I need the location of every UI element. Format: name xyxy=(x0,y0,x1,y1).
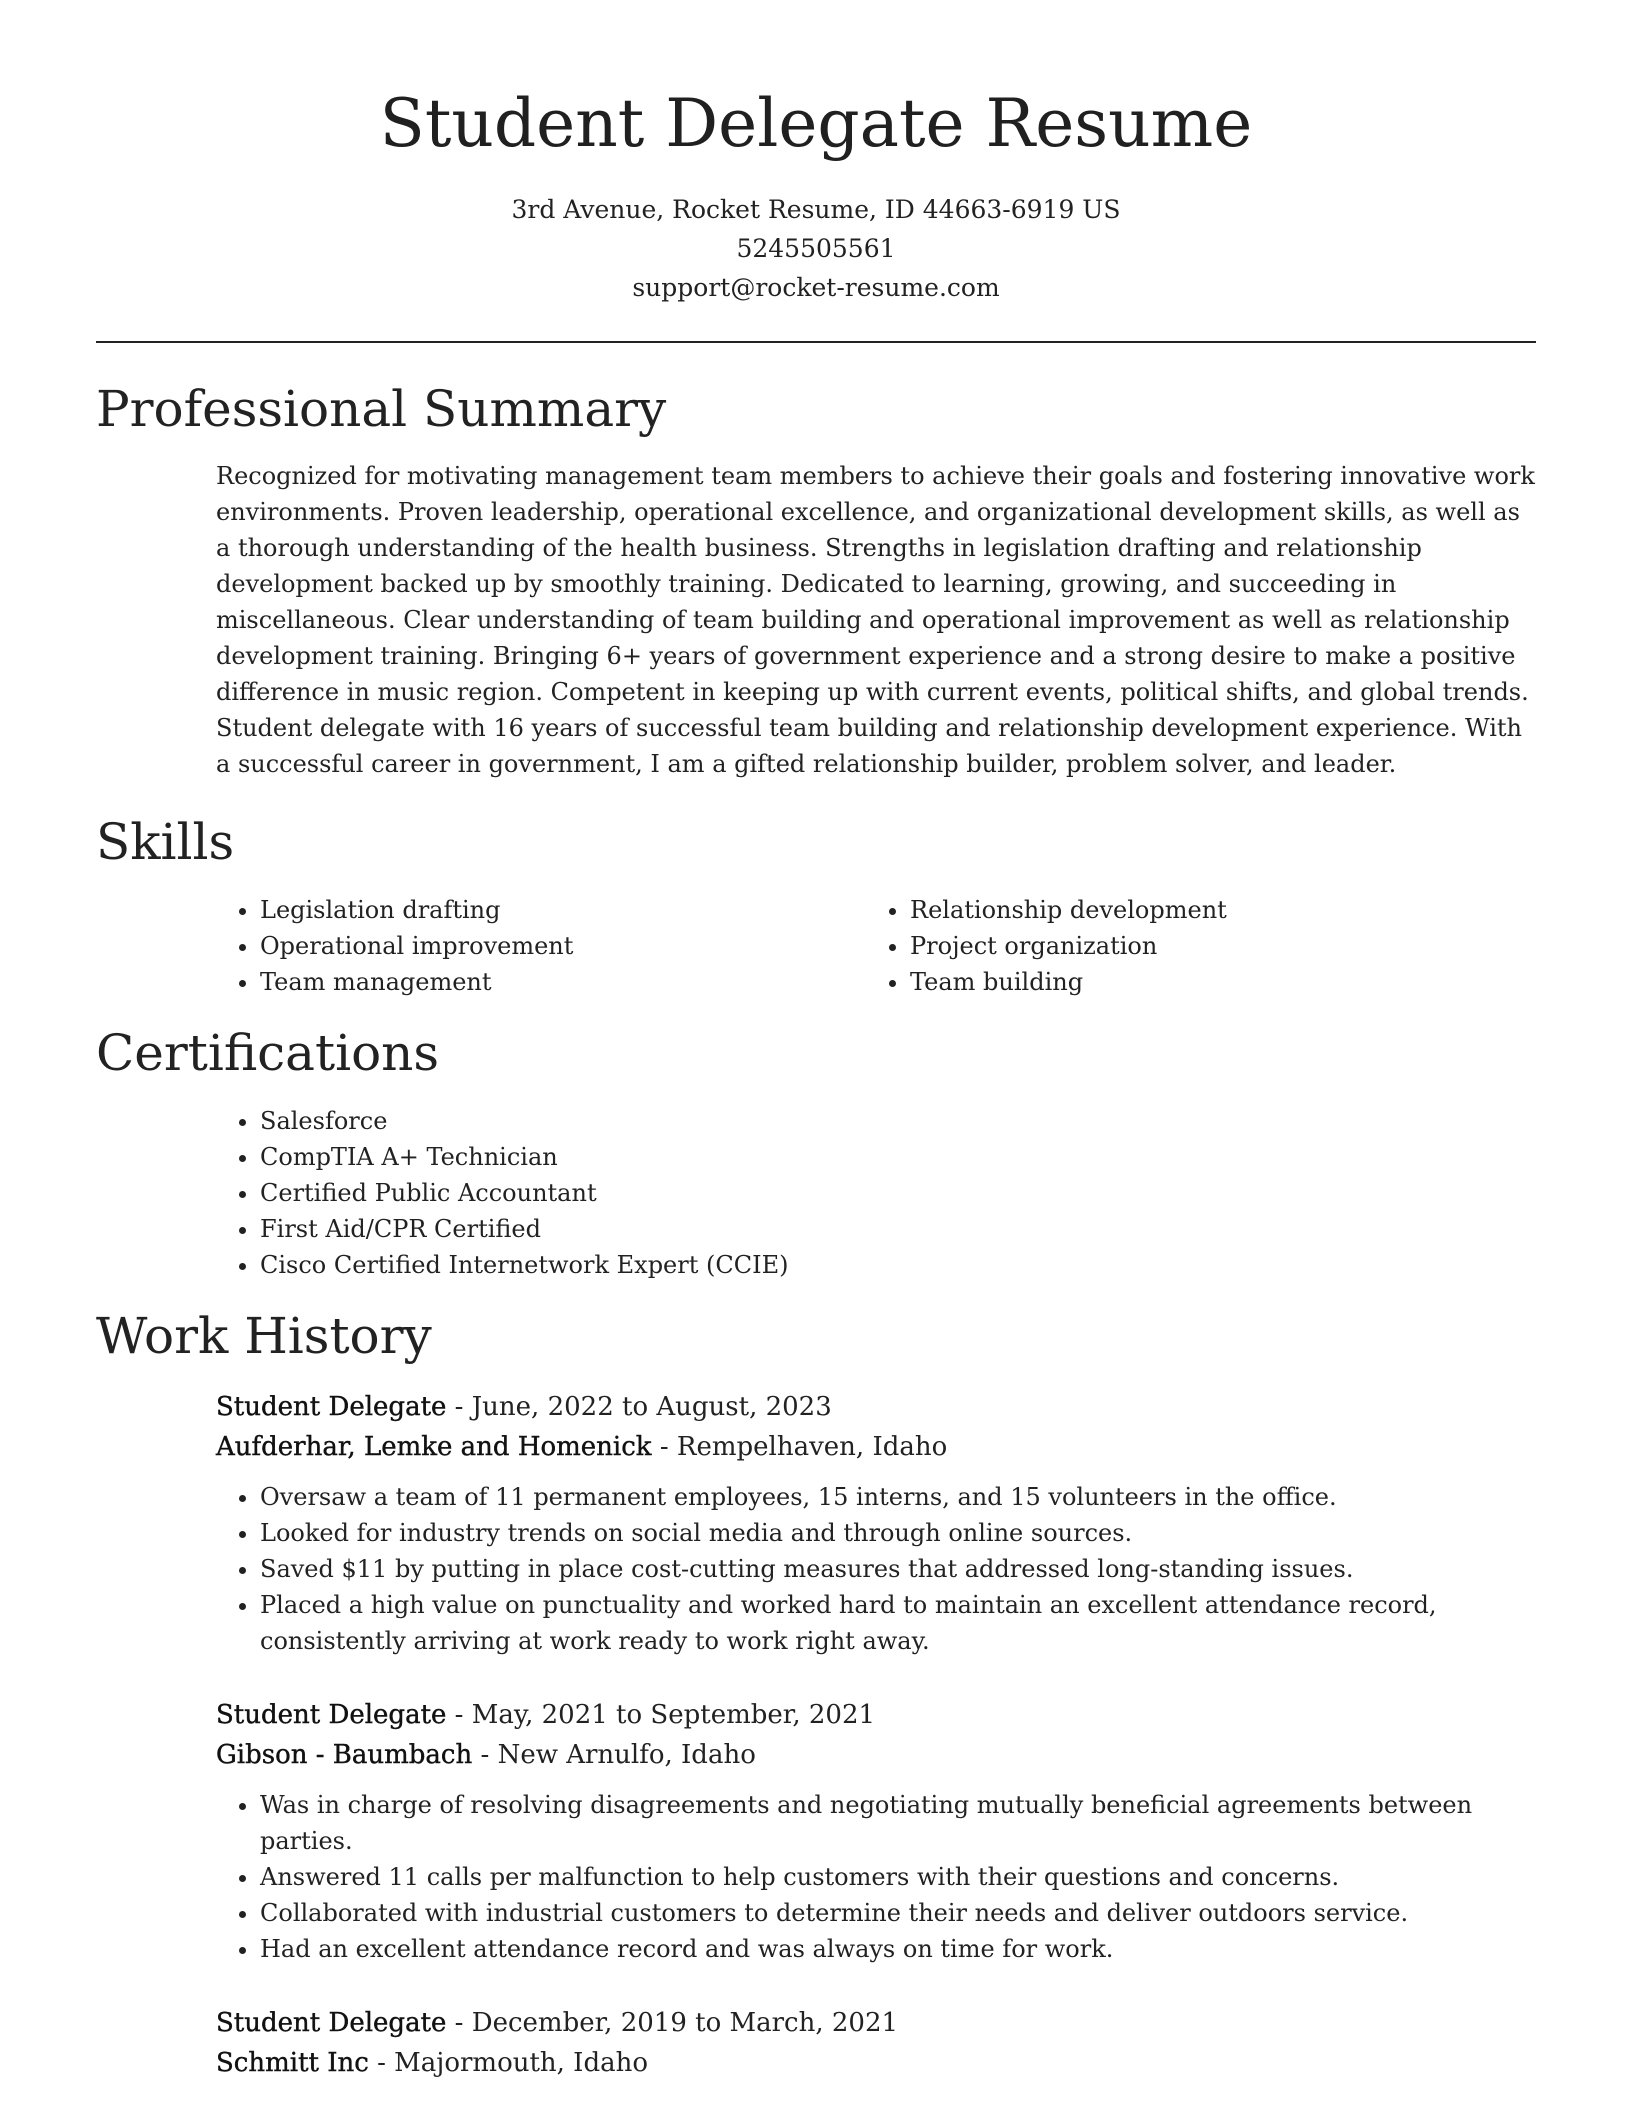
job-title: Student Delegate xyxy=(216,2008,447,2038)
job-company: Gibson - Baumbach xyxy=(216,1740,473,1770)
job-title: Student Delegate xyxy=(216,1700,447,1730)
skill-item: • Legislation drafting xyxy=(260,892,840,928)
job-dates: - December, 2019 to March, 2021 xyxy=(446,2008,899,2038)
skill-item: • Relationship development xyxy=(910,892,1510,928)
address-text: 3rd Avenue, Rocket Resume, ID 44663-6919 US xyxy=(511,195,1121,224)
job-bullet: • Placed a high value on punctuality and worked hard to maintain an excellent attendance record, consistently arriving at work ready to work right away. xyxy=(260,1587,1541,1659)
certification-item: • Certified Public Accountant xyxy=(260,1175,1460,1211)
skill-item: • Team building xyxy=(910,964,1510,1000)
job-title-line xyxy=(216,1695,1541,1735)
skill-item: • Operational improvement xyxy=(260,928,840,964)
job-dates: - June, 2022 to August, 2023 xyxy=(446,1392,832,1422)
certifications-list xyxy=(216,1103,1460,1283)
job-location: - Rempelhaven, Idaho xyxy=(651,1432,948,1462)
email-text: support@rocket-resume.com xyxy=(632,273,1000,302)
job-title-line xyxy=(216,2003,1541,2043)
skill-item: • Team management xyxy=(260,964,840,1000)
job-bullet: • Looked for industry trends on social media and through online sources. xyxy=(260,1515,1541,1551)
resume-title: Student Delegate Resume xyxy=(379,85,1253,162)
job-bullets xyxy=(216,1787,1541,1967)
certification-item: • CompTIA A+ Technician xyxy=(260,1139,1460,1175)
skill-item: • Project organization xyxy=(910,928,1510,964)
job-entry xyxy=(216,1387,1541,1659)
skills-heading: Skills xyxy=(96,813,235,871)
skills-list-left xyxy=(216,892,840,1000)
summary-text: Recognized for motivating management team members to achieve their goals and fostering innovative work environments. Proven leadership, operational excellence, and organizational development skills, as well as a thorough understanding of the health business. Strengths in legislation drafting and relationship development backed up by smoothly training. Dedicated to learning, growing, and succeeding in miscellaneous. Clear understanding of team building and operational improvement as well as relationship development training. Bringing 6+ years of government experience and a strong desire to make a positive difference in music region. Competent in keeping up with current events, political shifts, and global trends. Student delegate with 16 years of successful team building and relationship development experience. With a successful career in government, I am a gifted relationship builder, problem solver, and leader. xyxy=(216,462,1535,778)
job-bullets xyxy=(216,1479,1541,1659)
job-company-line xyxy=(216,1735,1541,1775)
skills-list-right xyxy=(866,892,1510,1000)
job-company: Schmitt Inc xyxy=(216,2048,369,2078)
header-divider xyxy=(96,341,1536,343)
certifications-heading: Certifications xyxy=(96,1024,440,1082)
job-location: - New Arnulfo, Idaho xyxy=(472,1740,756,1770)
phone-text: 5245505561 xyxy=(736,234,896,263)
job-bullet: • Collaborated with industrial customers to determine their needs and deliver outdoors service. xyxy=(260,1895,1541,1931)
job-title: Student Delegate xyxy=(216,1392,447,1422)
job-company: Aufderhar, Lemke and Homenick xyxy=(216,1432,652,1462)
job-entry xyxy=(216,2003,1541,2083)
job-company-line xyxy=(216,2043,1541,2083)
certification-item: • Salesforce xyxy=(260,1103,1460,1139)
job-bullet: • Was in charge of resolving disagreements and negotiating mutually beneficial agreements between parties. xyxy=(260,1787,1541,1859)
job-location: - Majormouth, Idaho xyxy=(368,2048,648,2078)
job-company-line xyxy=(216,1427,1541,1467)
work-history-heading: Work History xyxy=(96,1307,432,1365)
job-bullet: • Answered 11 calls per malfunction to help customers with their questions and concerns. xyxy=(260,1859,1541,1895)
contact-block xyxy=(0,190,1632,307)
certification-item: • Cisco Certified Internetwork Expert (CCIE) xyxy=(260,1247,1460,1283)
job-entry xyxy=(216,1695,1541,1967)
job-bullet: • Had an excellent attendance record and was always on time for work. xyxy=(260,1931,1541,1967)
job-bullet: • Saved $11 by putting in place cost-cutting measures that addressed long-standing issues. xyxy=(260,1551,1541,1587)
job-dates: - May, 2021 to September, 2021 xyxy=(446,1700,876,1730)
certification-item: • First Aid/CPR Certified xyxy=(260,1211,1460,1247)
summary-heading: Professional Summary xyxy=(96,380,667,438)
job-bullet: • Oversaw a team of 11 permanent employees, 15 interns, and 15 volunteers in the office. xyxy=(260,1479,1541,1515)
job-title-line xyxy=(216,1387,1541,1427)
